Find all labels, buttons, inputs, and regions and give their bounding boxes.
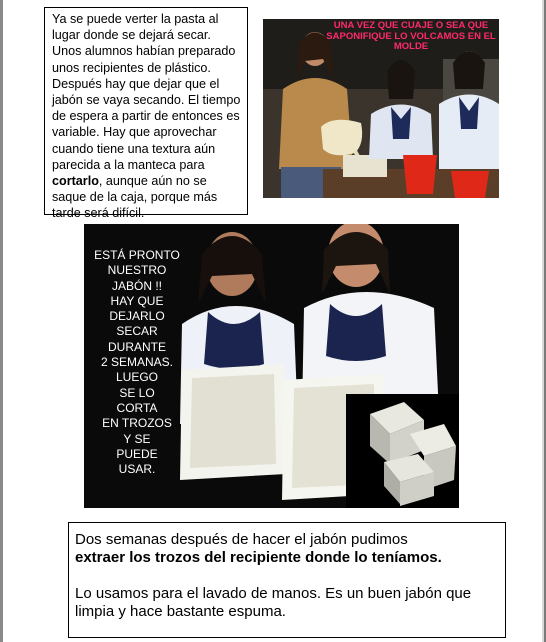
caption-line: SECAR	[116, 324, 158, 339]
result-line-1: Dos semanas después de hacer el jabón pudimos	[75, 531, 408, 548]
photo-2-caption	[84, 248, 190, 477]
caption-line: DEJARLO	[109, 309, 165, 324]
page-left-edge	[0, 0, 3, 642]
photo-soap-ready	[84, 224, 459, 508]
text-box-result	[68, 522, 506, 638]
caption-line: LUEGO	[115, 370, 158, 385]
photo-1-caption: UNA VEZ QUE CUAJE O SEA QUE SAPONIFIQUE LO VOLCAMOS EN EL MOLDE	[326, 20, 496, 52]
text-box-1-part2: , aunque aún no se saque de la caja, porque más tarde será difícil.	[52, 174, 218, 221]
text-box-1-bold: cortarlo	[52, 174, 99, 189]
caption-line: CORTA	[116, 400, 158, 415]
caption-line: HAY QUE	[110, 293, 164, 308]
caption-line: Y SE	[123, 431, 151, 446]
result-line-2-bold: extraer los trozos del recipiente donde lo teníamos.	[75, 549, 442, 566]
photo-pouring-soap	[263, 19, 499, 198]
caption-line: DURANTE	[107, 339, 166, 354]
text-box-1-part1: Ya se puede verter la pasta al lugar donde se dejará secar. Unos alumnos habían preparado unos recipientes de plástico. Después hay que dejar que el jabón se vaya secando. El tiempo de espera a partir de entonces es variable. Hay que aprovechar cuando tiene una textura aún parecida a la manteca para	[52, 12, 241, 172]
caption-line: PUEDE	[116, 446, 158, 461]
caption-line: SE LO	[119, 385, 155, 400]
caption-line: ESTÁ PRONTO	[94, 248, 180, 262]
caption-line: 2 SEMANAS.	[100, 355, 174, 370]
caption-line: EN TROZOS	[102, 416, 172, 431]
caption-line: USAR.	[118, 462, 156, 477]
caption-line: JABÓN !!	[111, 278, 162, 293]
result-line-2	[75, 549, 499, 567]
caption-line: NUESTRO	[107, 263, 167, 278]
text-box-pouring	[44, 7, 248, 221]
result-line-3: Lo usamos para el lavado de manos. Es un buen jabón que limpia y hace bastante espuma.	[75, 585, 472, 620]
paragraph-gap	[75, 567, 499, 585]
